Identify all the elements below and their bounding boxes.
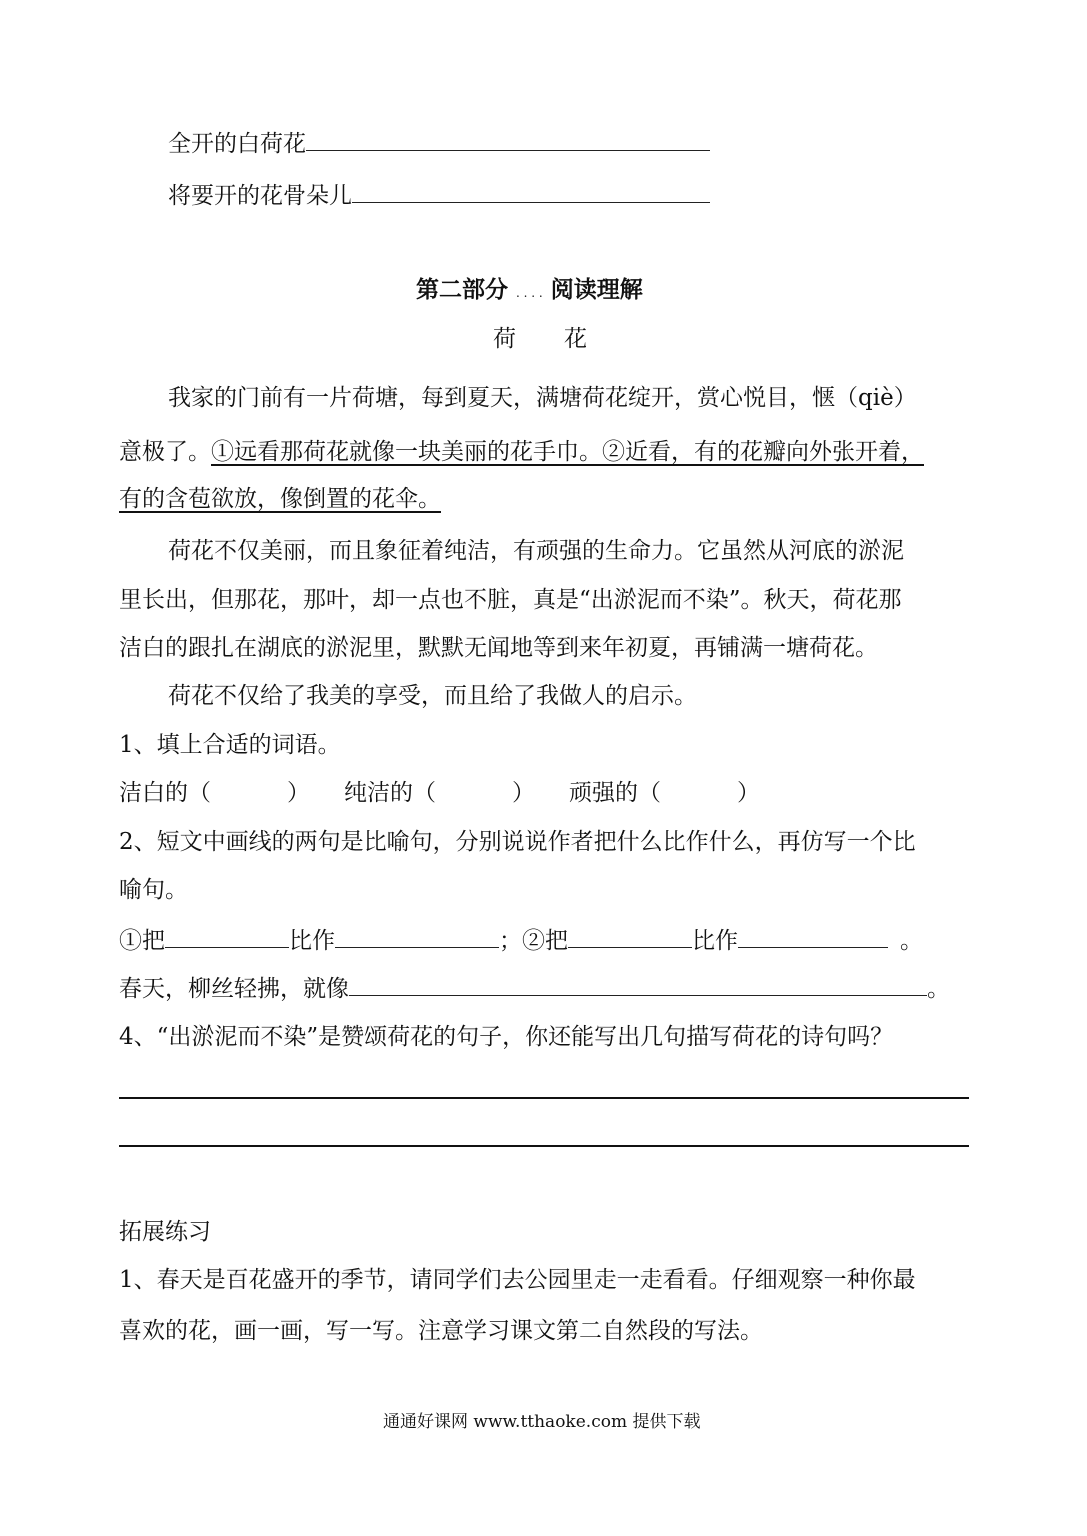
answer-line-1[interactable] xyxy=(119,1097,969,1099)
answer-blank[interactable] xyxy=(352,180,710,203)
poem-title xyxy=(493,324,587,354)
answer-line-2[interactable] xyxy=(119,1145,969,1147)
q1-item-close-1: ） xyxy=(287,780,310,806)
question-2-blanks xyxy=(119,925,923,956)
passage-simile-underlined-2: 有的含苞欲放，像倒置的花伞。 xyxy=(119,486,441,512)
section-title-right: 阅读理解 xyxy=(550,276,643,303)
q2-imitate-end: 。 xyxy=(927,976,950,1002)
q1-item-label-2: 纯洁的（ xyxy=(344,780,436,806)
passage-p1-line2 xyxy=(119,437,924,467)
q2-sep: ； xyxy=(499,928,522,954)
passage-p1-line1: 我家的门前有一片荷塘，每到夏天，满塘荷花绽开，赏心悦目，惬（qiè） xyxy=(168,385,917,411)
poem-title-char-2: 花 xyxy=(564,326,587,352)
question-1-items xyxy=(119,778,760,808)
q2-blank-a2[interactable] xyxy=(335,925,499,948)
page-footer: 通通好课网 www.tthaoke.com 提供下载 xyxy=(383,1412,701,1432)
q1-item-close-2: ） xyxy=(512,780,535,806)
passage-p1-line3 xyxy=(119,484,441,514)
fill-line-flower-bud xyxy=(168,180,710,211)
q1-item-label-3: 顽强的（ xyxy=(569,780,661,806)
question-1-title: 1、填上合适的词语。 xyxy=(119,732,341,758)
fill-line-label: 将要开的花骨朵儿 xyxy=(168,183,352,209)
section-title xyxy=(416,275,643,308)
q2-imitate-blank[interactable] xyxy=(349,973,927,996)
question-2-line1: 2、短文中画线的两句是比喻句，分别说说作者把什么比作什么，再仿写一个比 xyxy=(119,829,916,855)
q2-a-bizuo: 比作 xyxy=(289,928,335,954)
q2-blank-a1[interactable] xyxy=(165,925,289,948)
passage-simile-underlined-1: ①远看那荷花就像一块美丽的花手巾。②近看，有的花瓣向外张开着， xyxy=(211,439,924,465)
fill-line-white-lotus xyxy=(168,128,710,159)
section-title-left: 第二部分 xyxy=(416,276,508,303)
extension-title: 拓展练习 xyxy=(119,1219,211,1245)
q1-item-label-1: 洁白的（ xyxy=(119,780,211,806)
q2-end: 。 xyxy=(900,928,923,954)
passage-p1-plain: 意极了。 xyxy=(119,439,211,465)
passage-p2-line3: 洁白的跟扎在湖底的淤泥里，默默无闻地等到来年初夏，再铺满一塘荷花。 xyxy=(119,635,878,661)
question-2-line2: 喻句。 xyxy=(119,877,188,903)
q2-b-bizuo: 比作 xyxy=(692,928,738,954)
question-2-imitate xyxy=(119,973,950,1004)
q2-b-ba: ②把 xyxy=(522,928,568,954)
answer-blank[interactable] xyxy=(306,128,710,151)
q2-blank-b2[interactable] xyxy=(738,925,888,948)
fill-line-label: 全开的白荷花 xyxy=(168,131,306,157)
question-4: 4、“出淤泥而不染”是赞颂荷花的句子，你还能写出几句描写荷花的诗句吗？ xyxy=(119,1024,894,1050)
extension-item1-line1: 1、春天是百花盛开的季节，请同学们去公园里走一走看看。仔细观察一种你最 xyxy=(119,1267,916,1293)
extension-item1-line2: 喜欢的花，画一画，写一写。注意学习课文第二自然段的写法。 xyxy=(119,1318,763,1344)
q2-blank-b1[interactable] xyxy=(568,925,692,948)
section-title-dots: . . . . xyxy=(516,286,543,300)
q2-a-ba: ①把 xyxy=(119,928,165,954)
passage-p2-line1: 荷花不仅美丽，而且象征着纯洁，有顽强的生命力。它虽然从河底的淤泥 xyxy=(168,538,904,564)
poem-title-char-1: 荷 xyxy=(493,326,516,352)
q1-item-close-3: ） xyxy=(737,780,760,806)
passage-p3-line1: 荷花不仅给了我美的享受，而且给了我做人的启示。 xyxy=(168,683,697,709)
passage-p2-line2: 里长出，但那花，那叶，却一点也不脏，真是“出淤泥而不染”。秋天，荷花那 xyxy=(119,587,902,613)
q2-imitate-prefix: 春天，柳丝轻拂，就像 xyxy=(119,976,349,1002)
